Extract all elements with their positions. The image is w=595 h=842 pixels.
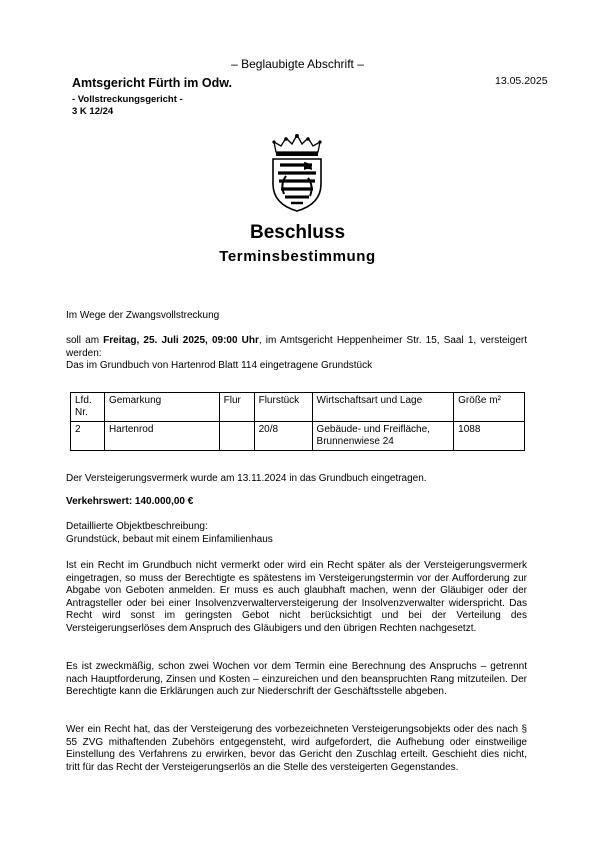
notice-paragraph-3: Wer ein Recht hat, das der Versteigerung des vorbezeichneten Versteigerungsobjekts oder des nach § 55 ZVG mithaftenden Zubehörs entgegensteht, wird aufgefordert, die Aufhebung oder einstweilige Einstellung des Verfahrens zu erwirken, bevor das Gericht den Zuschlag erteilt. Geschieht dies nicht, tritt für das Recht der Versteigerungserlös an die Stelle des versteigerten Gegenstandes.: [66, 724, 527, 773]
auction-location: , im Amtsgericht Heppenheimer Str. 15, Saal 1, versteigert werden:: [66, 335, 527, 359]
court-name: Amtsgericht Fürth im Odw.: [72, 76, 232, 90]
table-cell: 20/8: [254, 422, 312, 451]
table-row: [71, 422, 525, 451]
vermerk-text: Der Versteigerungsvermerk wurde am 13.11.2024 in das Grundbuch eingetragen.: [66, 473, 427, 484]
notice-paragraph-2: Es ist zweckmäßig, schon zwei Wochen vor dem Termin eine Berechnung des Anspruchs – getrennt nach Hauptforderung, Zinsen und Kosten – einzureichen und den beanspruchten Rang mitzuteilen. Der Berechtigte kann die Erklärungen auch zur Niederschrift der Geschäftsstelle abgeben.: [66, 661, 527, 698]
certified-copy-stamp: – Beglaubigte Abschrift –: [231, 57, 364, 71]
table-header-cell: Flurstück: [254, 393, 312, 422]
document-subtitle: Terminsbestimmung: [219, 248, 376, 265]
table-header-cell: Gemarkung: [104, 393, 219, 422]
intro-text: Im Wege der Zwangsvollstreckung: [66, 310, 220, 321]
table-cell: 2: [71, 422, 105, 451]
market-value: Verkehrswert: 140.000,00 €: [66, 496, 194, 507]
table-header-cell: Größe m²: [454, 393, 525, 422]
table-cell: 1088: [454, 422, 525, 451]
description-label: Detaillierte Objektbeschreibung:: [66, 521, 208, 532]
register-line: Das im Grundbuch von Hartenrod Blatt 114 eingetragene Grundstück: [66, 360, 373, 371]
document-title: Beschluss: [249, 222, 346, 243]
property-table: [70, 392, 525, 451]
table-header-cell: Flur: [219, 393, 254, 422]
auction-prefix: soll am: [66, 335, 100, 346]
table-cell: [219, 422, 254, 451]
table-header-cell: Lfd. Nr.: [71, 393, 105, 422]
table-header-cell: Wirtschaftsart und Lage: [312, 393, 454, 422]
auction-announcement: [66, 335, 527, 360]
court-department: - Vollstreckungsgericht -: [72, 94, 183, 105]
document-date: 13.05.2025: [495, 75, 548, 87]
table-cell: Gebäude- und Freifläche, Brunnenwiese 24: [312, 422, 454, 451]
table-header-row: [71, 393, 525, 422]
table-cell: Hartenrod: [104, 422, 219, 451]
case-number: 3 K 12/24: [72, 106, 114, 117]
notice-paragraph-1: Ist ein Recht im Grundbuch nicht vermerkt oder wird ein Recht später als der Versteigerungsvermerk eingetragen, so muss der Berechtigte es spätestens im Versteigerungstermin vor der Aufforderung zur Abgabe von Geboten anmelden. Er muss es auch glaubhaft machen, wenn der Gläubiger oder der Antragsteller oder bei einer Insolvenzverwalterversteigerung der Insolvenzverwalter widerspricht. Das Recht wird sonst im geringsten Gebot nicht berücksichtigt und bei der Verteilung des Versteigerungserlöses dem Anspruch des Gläubigers und den übrigen Rechten nachgesetzt.: [66, 560, 527, 634]
auction-date-time: Freitag, 25. Juli 2025, 09:00 Uhr: [103, 335, 259, 346]
description-text: Grundstück, bebaut mit einem Einfamilienhaus: [66, 534, 273, 545]
hessen-coat-of-arms-icon: [266, 132, 328, 212]
